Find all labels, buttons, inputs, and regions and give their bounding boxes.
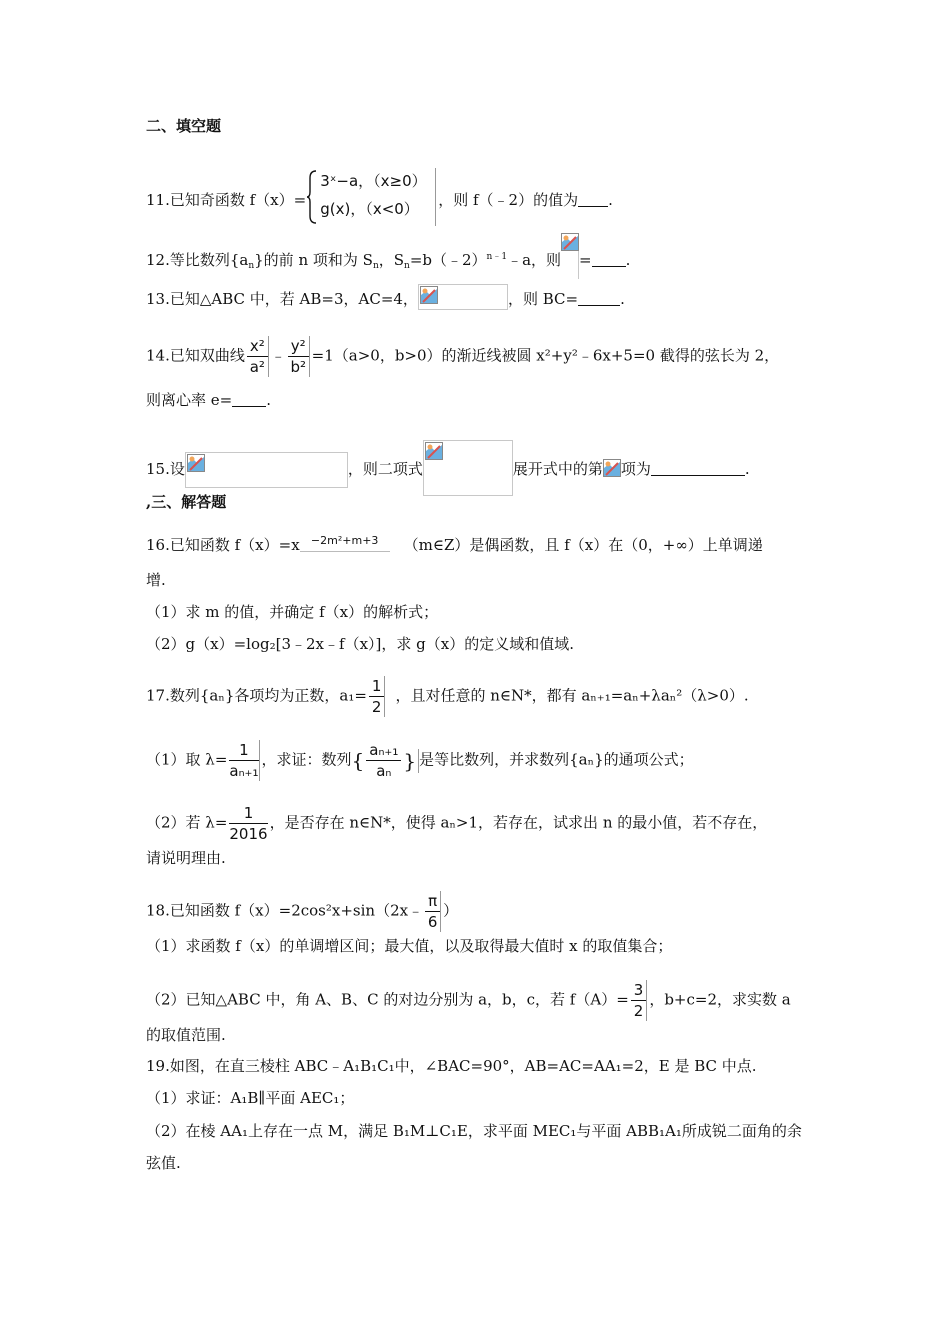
answer-blank[interactable] [651, 461, 745, 476]
answer-blank[interactable] [578, 291, 620, 306]
question-17-part-2: （2）若 λ= $\frac{1}{2016}$ ，是否存在 n∈N*，使得 aₙ>1，若存在，试求出 n 的最小值，若不存在， [146, 804, 768, 843]
question-17: 17.数列{aₙ}各项均为正数，a₁= $\frac{1}{2}$ ，且对任意的 n∈N*，都有 aₙ₊₁=aₙ+λaₙ²（λ>0）. [146, 677, 749, 716]
missing-image-icon [185, 452, 348, 488]
question-18-part-2: （2）已知△ABC 中，角 A、B、C 的对边分别为 a，b，c，若 f（A）= $\frac{3}{2}$ ，b+c=2，求实数 a [146, 981, 791, 1020]
missing-image-icon [418, 284, 508, 310]
question-16-line-2: 增. [146, 571, 166, 589]
answer-blank[interactable] [592, 252, 626, 267]
q11-prefix: 11.已知奇函数 f（x）= [146, 191, 307, 209]
question-16-part-1: （1）求 m 的值，并确定 f（x）的解析式； [146, 603, 439, 621]
question-16: 16.已知函数 f（x）=x −2m²+m+3 （m∈Z）是偶函数，且 f（x）在（0，+∞）上单调递 [146, 531, 763, 555]
answer-blank[interactable] [578, 192, 608, 207]
section-heading-solutions: ,三、解答题 [146, 493, 227, 511]
q11-suffix: ，则 f（﹣2）的值为 [438, 191, 579, 209]
left-brace-icon [306, 170, 318, 224]
question-19: 19.如图，在直三棱柱 ABC﹣A₁B₁C₁中，∠BAC=90°，AB=AC=AA₁=2，E 是 BC 中点. [146, 1057, 757, 1075]
y2-over-b2: $\frac{\text{y²}}{\text{b²}}$ [288, 336, 310, 377]
missing-image-icon [561, 233, 579, 279]
question-14: 14.已知双曲线 $\frac{\text{x²}}{\text{a²}}$ ﹣ $\frac{\text{y²}}{\text{b²}}$ =1（a>0，b>0）的渐近线被圆 x²+y²﹣6x+5=0 截得的弦长为 2， [146, 337, 780, 376]
q16-exponent: −2m²+m+3 [300, 531, 390, 552]
question-13: 13.已知△ABC 中，若 AB=3，AC=4， ，则 BC= . [146, 284, 625, 310]
missing-image-icon [603, 459, 621, 477]
question-11: 11.已知奇函数 f（x）= 3ˣ−a，（x≥0） g(x)，（x<0） ，则 f（﹣2）的值为 . [146, 168, 613, 226]
q11-piece-1: 3ˣ−a，（x≥0） [320, 172, 427, 190]
question-19-part-1: （1）求证：A₁B∥平面 AEC₁； [146, 1089, 355, 1107]
x2-over-a2: $\frac{\text{x²}}{\text{a²}}$ [247, 336, 269, 377]
section-heading-fill-in: 二、填空题 [146, 117, 222, 135]
question-18-part-1: （1）求函数 f（x）的单调增区间；最大值，以及取得最大值时 x 的取值集合； [146, 937, 673, 955]
q11-piece-2: g(x)，（x<0） [320, 200, 419, 218]
question-14-line-2: 则离心率 e= . [146, 391, 271, 409]
q11-piecewise [306, 168, 438, 226]
question-16-part-2: （2）g（x）=log₂[3﹣2x﹣f（x）]，求 g（x）的定义域和值域. [146, 635, 574, 653]
question-17-part-1: （1）取 λ= $\frac{1}{\text{aₙ₊₁}}$ ，求证：数列{ $\frac{\text{aₙ₊₁}}{\text{aₙ}}$ } 是等比数列，并求数列{aₙ}的通项公式； [146, 741, 694, 780]
question-19-line-2: 弦值. [146, 1154, 181, 1172]
question-17-line-2: 请说明理由. [146, 849, 226, 867]
missing-image-icon [423, 440, 513, 496]
question-18: 18.已知函数 f（x）=2cos²x+sin（2x﹣ $\frac{\pi}{6}$ ） [146, 892, 459, 931]
question-15: 15.设 ，则二项式 展开式中的第 项为 . [146, 440, 750, 496]
question-12: 12.等比数列$\{a_n\}$的前 n 项和为 $S_n$，$S_n=b(﹣2)^{n﹣1}﹣a$，则 = . [146, 233, 630, 279]
answer-blank[interactable] [232, 392, 266, 407]
question-19-part-2: （2）在棱 AA₁上存在一点 M，满足 B₁M⊥C₁E，求平面 MEC₁与平面 ABB₁A₁所成锐二面角的余 [146, 1122, 802, 1140]
question-18-line-2: 的取值范围. [146, 1026, 226, 1044]
